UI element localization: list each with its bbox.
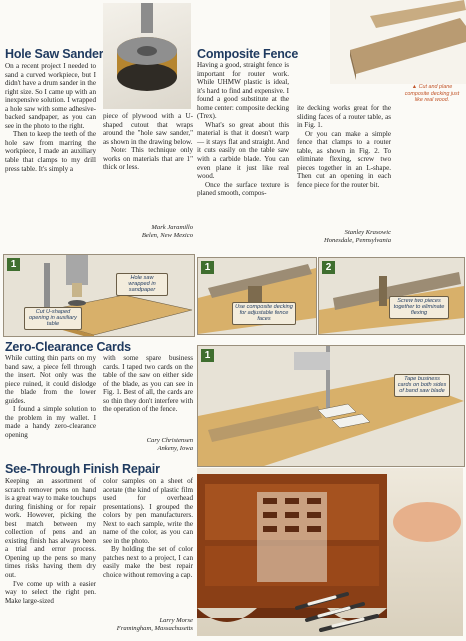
composite-photo-caption: ▲ Cut and plane composite decking just like real wood. <box>404 84 460 104</box>
composite-signature <box>297 229 391 245</box>
figure-number: 1 <box>201 261 214 274</box>
paragraph: What's so great about this material is that it doesn't warp — it stays flat and straight. And it cuts easily on the table saw with a carbide blade. You can even plane it just like real wood. <box>197 120 289 181</box>
location: Honesdale, Pennsylvania <box>323 237 391 244</box>
composite-figure-1 <box>197 257 317 335</box>
cabinet-and-pens-illustration <box>197 468 463 636</box>
paragraph: Then to keep the teeth of the hole saw from marring the workpiece, I made an auxiliary table that clamps to my drill press table. It's simply a <box>5 130 96 173</box>
finish-repair-photo <box>197 468 463 636</box>
hole-saw-title: Hole Saw Sander <box>5 47 104 61</box>
composite-photo <box>330 0 466 84</box>
composite-title: Composite Fence <box>197 47 299 61</box>
composite-figure-2 <box>318 257 465 335</box>
hole-saw-col2 <box>103 112 193 172</box>
location: Belen, New Mexico <box>141 232 193 239</box>
finish-repair-col1 <box>5 477 96 605</box>
author: Cary Christensen <box>146 437 193 444</box>
paragraph: Once the surface texture is planed smooth, compos- <box>197 180 289 198</box>
paragraph: On a recent project I needed to sand a curved workpiece, but I didn't have a drum sander in the right size. So I came up with an inexpensive solution. I wrapped a hole saw with some adhesive-backed sandpaper, as you can see in the photo to the right. <box>5 62 96 130</box>
author: Stanley Krasowic <box>344 229 391 236</box>
fence-faces-label: Use composite decking for adjustable fence faces <box>232 302 296 325</box>
author: Larry Morse <box>159 617 193 624</box>
zero-clearance-col2 <box>103 354 193 414</box>
paragraph: By holding the set of color patches next to a project, I can easily make the best repair choice without removing a cap. <box>103 545 193 580</box>
hole-saw-photo <box>103 3 191 109</box>
paragraph: with some spare business cards. I taped two cards on the table of the saw on either side of the blade, as you can see in Fig. 1. Best of all, the cards are so thin they don't interfere with the operation of the fence. <box>103 354 193 414</box>
location: Ankeny, Iowa <box>157 445 193 452</box>
paragraph: color samples on a sheet of acetate (the kind of plastic film used for overhead presentations). I grouped the colors by pen manufacturers. Next to each sample, write the name of the color, as you can see in the photo. <box>103 477 193 545</box>
paragraph: piece of plywood with a U-shaped cutout that wraps around the "hole saw sander," as shown in the drawing below. <box>103 112 193 146</box>
table-label: Cut U-shaped opening in auxiliary table <box>24 307 82 330</box>
paragraph: While cutting thin parts on my band saw, a piece fell through the insert. Not only was the piece ruined, it could dislodge the blade from the lower guides. <box>5 354 96 405</box>
hole-saw-label: Hole saw wrapped in sandpaper <box>116 273 168 296</box>
zero-clearance-col1 <box>5 354 96 439</box>
figure-number: 1 <box>201 349 214 362</box>
hole-saw-figure <box>3 254 195 337</box>
figure-number: 2 <box>322 261 335 274</box>
hole-saw-col1 <box>5 62 96 173</box>
location: Framingham, Massachusetts <box>116 625 193 632</box>
zero-clearance-title: Zero-Clearance Cards <box>5 340 131 354</box>
zero-clearance-signature <box>103 437 193 453</box>
finish-repair-title: See-Through Finish Repair <box>5 462 160 476</box>
paragraph: I've come up with a easier way to select the right pen. Make large-sized <box>5 579 96 605</box>
zero-clearance-figure <box>197 345 465 467</box>
triangle-bullet-icon: ▲ <box>411 84 419 90</box>
finish-repair-col2 <box>103 477 193 580</box>
figure-number: 1 <box>7 258 20 271</box>
two-pieces-label: Screw two pieces together to eliminate flexing <box>389 296 449 319</box>
hole-saw-illustration <box>103 3 191 109</box>
paragraph: Keeping an assortment of scratch remover pens on hand is a great way to make touchups during finishing or for repair work. However, picking the best match between my collection of pens and an existing finish has always been a trial and error process. Opening up the pens so many times risks having them dry out. <box>5 477 97 580</box>
business-cards-label: Tape business cards on both sides of band saw blade <box>394 374 450 397</box>
finish-repair-signature <box>103 617 193 633</box>
paragraph: Note: This technique only works on materials that are 1" thick or less. <box>103 146 193 172</box>
decking-boards-illustration <box>330 0 466 84</box>
author: Mark Jaramillo <box>151 224 193 231</box>
paragraph: I found a simple solution to the problem in my wallet. I made a handy zero-clearance opening <box>5 405 96 439</box>
paragraph: ite decking works great for the sliding faces of a router table, as in Fig. 1. <box>297 104 391 130</box>
band-saw-illustration <box>198 346 464 466</box>
paragraph: Having a good, straight fence is important for router work. While UHMW plastic is ideal, it's hard to find and expensive. I found a good substitute at the home center: composite decking (Trex). <box>197 61 289 121</box>
hole-saw-signature <box>103 224 193 240</box>
composite-col1 <box>197 61 289 198</box>
composite-col2 <box>297 104 391 189</box>
paragraph: Or you can make a simple fence that clamps to a router table, as shown in Fig. 2. To eliminate flexing, screw two pieces together in an L-shape. Then cut an opening in each fence piece for the router bit. <box>297 129 391 189</box>
